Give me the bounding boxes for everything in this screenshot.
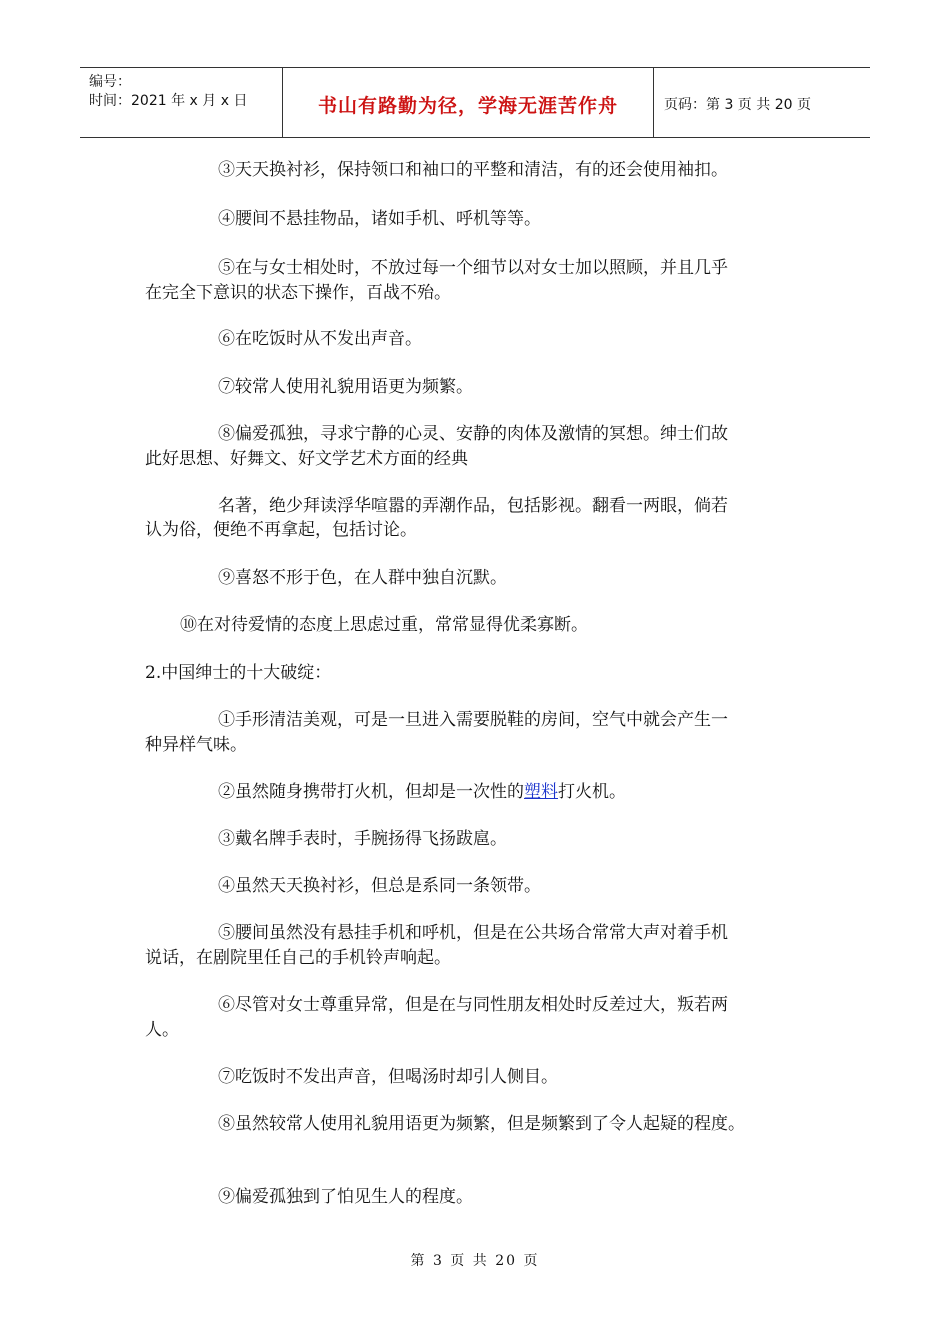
paragraph: ⑦较常人使用礼貌用语更为频繁。	[218, 377, 473, 397]
number-label: 编号：	[89, 74, 131, 90]
document-header	[80, 67, 870, 138]
paragraph-text: ②虽然随身携带打火机，但却是一次性的	[218, 782, 524, 802]
paragraph: ⑨偏爱孤独到了怕见生人的程度。	[218, 1187, 473, 1207]
paragraph	[218, 780, 626, 804]
paragraph: ⑧虽然较常人使用礼貌用语更为频繁，但是频繁到了令人起疑的程度。	[218, 1114, 745, 1134]
header-meta	[80, 68, 282, 137]
time-label: 时间：2021 年 x 月 x 日	[89, 93, 248, 109]
paragraph: ③天天换衬衫，保持领口和袖口的平整和清洁，有的还会使用袖扣。	[218, 160, 728, 180]
paragraph-continuation: 人。	[145, 1020, 179, 1040]
paragraph: ⑧偏爱孤独，寻求宁静的心灵、安静的肉体及激情的冥想。绅士们故	[218, 424, 728, 444]
header-page-info: 页码：第 3 页 共 20 页	[664, 96, 811, 113]
paragraph: ④虽然天天换衬衫，但总是系同一条领带。	[218, 876, 541, 896]
paragraph: ⑦吃饭时不发出声音，但喝汤时却引人侧目。	[218, 1067, 558, 1087]
paragraph: 名著，绝少拜读浮华喧嚣的弄潮作品，包括影视。翻看一两眼，倘若	[218, 496, 728, 516]
paragraph: ⑩在对待爱情的态度上思虑过重，常常显得优柔寡断。	[180, 615, 588, 635]
section-heading: 2.中国绅士的十大破绽：	[145, 663, 332, 683]
paragraph-text: 打火机。	[558, 782, 626, 802]
plastic-link[interactable]: 塑料	[524, 782, 558, 802]
paragraph-continuation: 说话，在剧院里任自己的手机铃声响起。	[145, 948, 451, 968]
paragraph: ⑥尽管对女士尊重异常，但是在与同性朋友相处时反差过大，叛若两	[218, 995, 728, 1015]
page-footer: 第 3 页 共 20 页	[410, 1253, 540, 1269]
paragraph: ⑥在吃饭时从不发出声音。	[218, 329, 422, 349]
paragraph-continuation: 种异样气味。	[145, 735, 247, 755]
paragraph: ④腰间不悬挂物品，诸如手机、呼机等等。	[218, 209, 541, 229]
paragraph: ⑨喜怒不形于色，在人群中独自沉默。	[218, 568, 507, 588]
header-motto-cell	[282, 68, 654, 137]
paragraph: ①手形清洁美观，可是一旦进入需要脱鞋的房间，空气中就会产生一	[218, 710, 728, 730]
paragraph: ③戴名牌手表时，手腕扬得飞扬跋扈。	[218, 829, 507, 849]
paragraph-continuation: 在完全下意识的状态下操作，百战不殆。	[145, 283, 451, 303]
paragraph-continuation: 认为俗，便绝不再拿起，包括讨论。	[145, 520, 417, 540]
motto-text: 书山有路勤为径，学海无涯苦作舟	[317, 95, 618, 117]
paragraph: ⑤腰间虽然没有悬挂手机和呼机，但是在公共场合常常大声对着手机	[218, 923, 728, 943]
paragraph: ⑤在与女士相处时，不放过每一个细节以对女士加以照顾，并且几乎	[218, 258, 728, 278]
paragraph-continuation: 此好思想、好舞文、好文学艺术方面的经典	[145, 449, 468, 469]
